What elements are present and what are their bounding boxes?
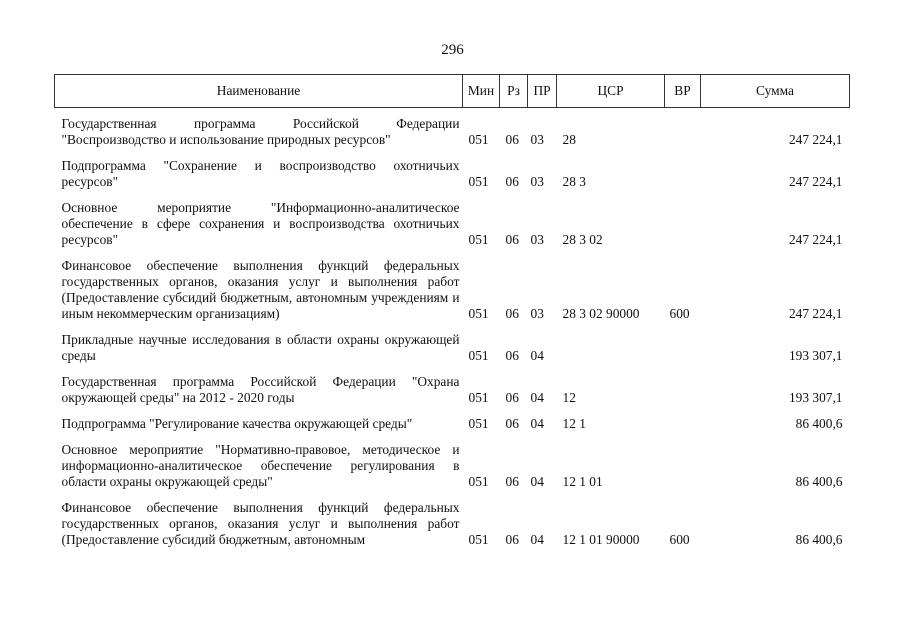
row-min: 051 [468,416,489,431]
row-name: Основное мероприятие "Информационно-аналитическое обеспечение в сфере сохранения и воспроизводства охотничьих ресурсов" [61,200,460,247]
row-name: Государственная программа Российской Федерации "Воспроизводство и использование природных ресурсов" [61,116,460,147]
row-vr [665,364,701,406]
row-vr [665,190,701,248]
row-rz: 06 [505,306,519,321]
row-min: 051 [468,348,489,363]
row-name: Прикладные научные исследования в области охраны окружающей среды [61,332,460,363]
row-min: 051 [468,306,489,321]
row-sum: 247 224,1 [788,132,843,147]
row-pr: 04 [530,416,544,431]
row-name: Подпрограмма "Регулирование качества окружающей среды" [61,416,413,431]
row-vr [665,148,701,190]
row-min: 051 [468,132,489,147]
budget-table [54,74,850,548]
row-pr: 04 [530,532,544,547]
header-name: Наименование [55,75,463,108]
row-sum: 86 400,6 [795,416,843,431]
row-sum: 247 224,1 [788,174,843,189]
header-rz: Рз [500,75,528,108]
row-pr: 03 [530,306,544,321]
row-min: 051 [468,174,489,189]
row-vr [665,322,701,364]
table-header [55,75,850,108]
row-name: Основное мероприятие "Нормативно-правовое, методическое и информационно-аналитическое обеспечение регулирования в области охраны окружающей среды" [61,442,460,489]
row-rz: 06 [505,132,519,147]
header-row [55,75,850,108]
row-sum: 193 307,1 [788,390,843,405]
row-name: Финансовое обеспечение выполнения функций федеральных государственных органов, оказания услуг и выполнения работ (Предоставление субсидий бюджетным, автономным [61,500,460,547]
row-csr: 12 1 01 90000 [562,532,640,547]
row-pr: 04 [530,348,544,363]
header-pr: ПР [528,75,557,108]
table-body [55,108,850,549]
row-vr [665,406,701,432]
row-pr: 03 [530,174,544,189]
row-rz: 06 [505,416,519,431]
row-vr [665,108,701,149]
row-rz: 06 [505,232,519,247]
row-min: 051 [468,532,489,547]
row-sum: 247 224,1 [788,306,843,321]
page-number: 296 [441,42,464,58]
row-rz: 06 [505,348,519,363]
row-pr: 03 [530,132,544,147]
table-row [55,406,850,432]
row-min: 051 [468,232,489,247]
table-row [55,432,850,490]
row-name: Государственная программа Российской Федерации "Охрана окружающей среды" на 2012 - 2020 годы [61,374,460,405]
row-rz: 06 [505,390,519,405]
row-sum: 86 400,6 [795,532,843,547]
row-rz: 06 [505,174,519,189]
row-rz: 06 [505,532,519,547]
table-row [55,148,850,190]
row-csr: 28 3 [562,174,586,189]
row-csr: 28 3 02 90000 [562,306,640,321]
header-min: Мин [463,75,500,108]
row-sum: 247 224,1 [788,232,843,247]
header-sum: Сумма [701,75,850,108]
row-vr [665,432,701,490]
row-rz: 06 [505,474,519,489]
table-row [55,108,850,149]
row-name: Подпрограмма "Сохранение и воспроизводство охотничьих ресурсов" [61,158,460,189]
row-csr [557,322,665,364]
row-csr: 12 1 01 [562,474,603,489]
row-csr: 12 [562,390,576,405]
row-csr: 28 [562,132,576,147]
row-vr: 600 [669,306,690,321]
row-pr: 03 [530,232,544,247]
table-row [55,364,850,406]
header-vr: ВР [665,75,701,108]
table-row [55,190,850,248]
table-row [55,248,850,322]
header-csr: ЦСР [557,75,665,108]
row-name: Финансовое обеспечение выполнения функций федеральных государственных органов, оказания услуг и выполнения работ (Предоставление субсидий бюджетным, автономным учреждениям и иным некоммерческим организациям) [61,258,460,321]
row-csr: 28 3 02 [562,232,603,247]
row-sum: 86 400,6 [795,474,843,489]
row-pr: 04 [530,390,544,405]
row-csr: 12 1 [562,416,586,431]
row-sum: 193 307,1 [788,348,843,363]
table-row [55,322,850,364]
row-pr: 04 [530,474,544,489]
row-min: 051 [468,474,489,489]
table-row [55,490,850,548]
row-vr: 600 [669,532,690,547]
row-min: 051 [468,390,489,405]
